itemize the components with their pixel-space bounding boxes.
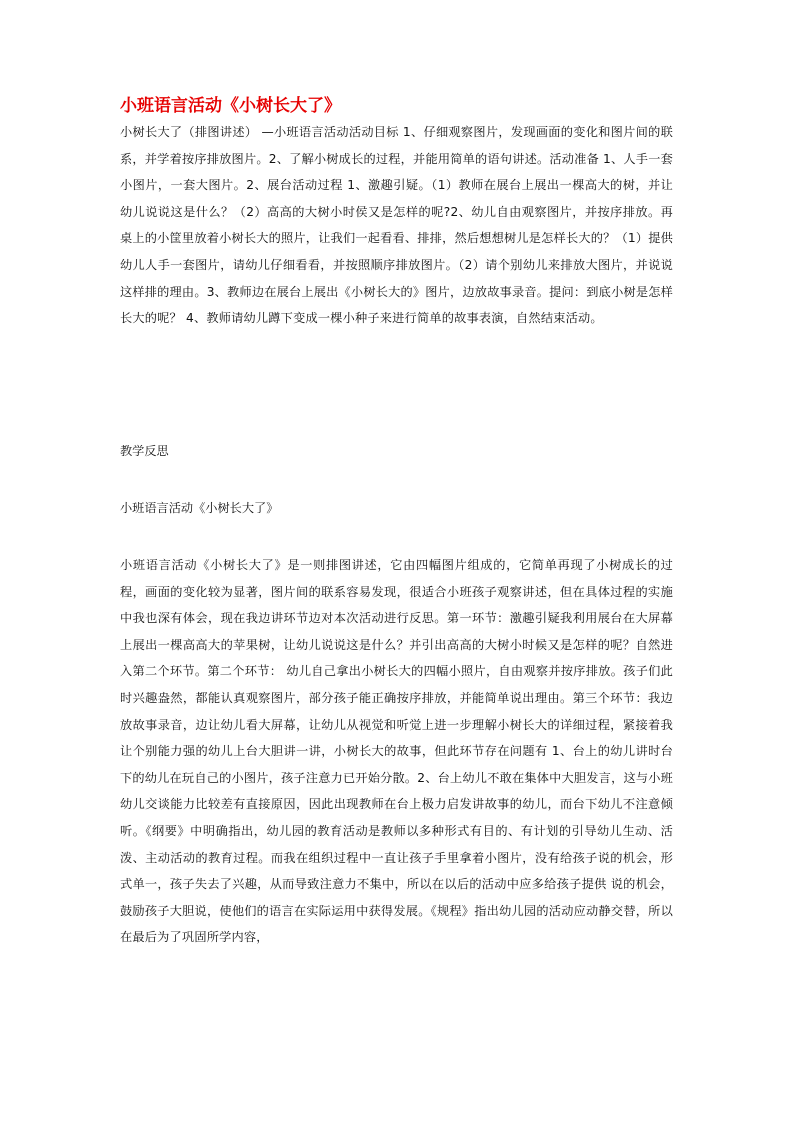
reflection-heading: 教学反思 [120,444,169,458]
document-title: 小班语言活动《小树长大了》 [120,96,341,116]
reflection-body-paragraph: 小班语言活动《小树长大了》是一则排图讲述，它由四幅图片组成的，它简单再现了小树成长的过程，画面的变化较为显著，图片间的联系容易发现，很适合小班孩子观察讲述，但在具体过程的实施中我也深有体会，现在我边讲环节边对本次活动进行反思。第一环节：激趣引疑我利用展台在大屏幕上展出一棵高高大的苹果树，让幼儿说说这是什么？并引出高高的大树小时候又是怎样的呢？自然进入第二个环节。第二个环节： 幼儿自己拿出小树长大的四幅小照片，自由观察并按序排放。孩子们此时兴趣盎然，都能认真观察图片，部分孩子能正确按序排放，并能简单说出理由。第三个环节：我边放故事录音，边让幼儿看大屏幕，让幼儿从视觉和听觉上进一步理解小树长大的详细过程，紧接着我让个别能力强的幼儿上台大胆讲一讲，小树长大的故事，但此环节存在问题有 1、台上的幼儿讲时台下的幼儿在玩自己的小图片，孩子注意力已开始分散。2、台上幼儿不敢在集体中大胆发言，这与小班幼儿交谈能力比较差有直接原因，因此出现教师在台上极力启发讲故事的幼儿，而台下幼儿不注意倾听。《纲要》中明确指出，幼儿园的教育活动是教师以多种形式有目的、有计划的引导幼儿生动、活泼、主动活动的教育过程。而我在组织过程中一直让孩子手里拿着小图片，没有给孩子说的机会，形式单一，孩子失去了兴趣，从而导致注意力不集中，所以在以后的活动中应多给孩子提供 说的机会，鼓励孩子大胆说，使他们的语言在实际运用中获得发展。《规程》指出幼儿园的活动应动静交替，所以在最后为了巩固所学内容， [120,558,674,945]
document-page [120,93,674,945]
intro-paragraph: 小树长大了（排图讲述） —小班语言活动活动目标 1、仔细观察图片，发现画面的变化和图片间的联系，并学着按序排放图片。2、了解小树成长的过程，并能用简单的语句讲述。活动准备 1、人手一套小图片，一套大图片。2、展台活动过程 1、激趣引疑。（1）教师在展台上展出一棵高大的树，并让幼儿说说这是什么？（2）高高的大树小时侯又是怎样的呢?2、幼儿自由观察图片，并按序排放。再桌上的小筐里放着小树长大的照片，让我们一起看看、排排，然后想想树儿是怎样长大的？（1）提供幼儿人手一套图片，请幼儿仔细看看，并按照顺序排放图片。（2）请个别幼儿来排放大图片，并说说这样排的理由。3、教师边在展台上展出《小树长大的》图片，边放故事录音。提问：到底小树是怎样长大的呢？ 4、教师请幼儿蹲下变成一棵小种子来进行简单的故事表演，自然结束活动。 [120,125,674,326]
reflection-subtitle: 小班语言活动《小树长大了》 [120,501,279,515]
